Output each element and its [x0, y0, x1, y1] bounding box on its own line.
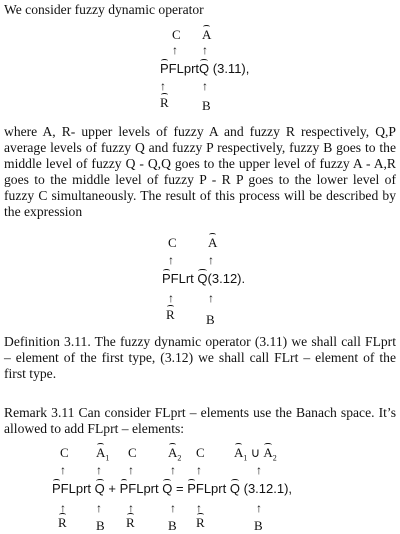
arrow-up-icon: ↑ — [256, 501, 262, 515]
arrow-up-icon: ↑ — [196, 501, 202, 515]
arrow-up-icon: ↑ — [128, 463, 134, 477]
arrow-up-icon: ↑ — [96, 463, 102, 477]
fuzzy-b: B — [254, 518, 263, 533]
union-result: $A_1$ ∪ $A_2$ — [234, 445, 277, 463]
fuzzy-a-upper: A — [202, 27, 212, 42]
fuzzy-a2-upper: $A_2$ — [168, 445, 182, 463]
remark-paragraph: Remark 3.11 Can consider FLprt – elements use the Banach space. It’s allowed to add FLprt – elements: — [4, 405, 396, 436]
fuzzy-r-upper: R — [160, 95, 169, 110]
fuzzy-b: B — [96, 518, 105, 533]
description-paragraph: where A, R- upper levels of fuzzy A and fuzzy R respectively, Q,P average levels of fuzzy Q and fuzzy P respectively, fuzzy B goes to the middle level of fuzzy Q - Q,Q goes to the upper level of fuzzy A - A,R goes to the middle level of fuzzy P - R P goes to the lower level of fuzzy C simultaneously. The result of this process will be described by the expression — [4, 124, 396, 219]
arrow-up-icon: ↑ — [202, 79, 208, 93]
fuzzy-b: B — [206, 312, 215, 327]
arrow-up-icon: ↑ — [208, 253, 214, 267]
fuzzy-c-top: C — [168, 235, 177, 250]
fuzzy-c-top: C — [60, 445, 69, 460]
definition-paragraph: Definition 3.11. The fuzzy dynamic operator (3.11) we shall call FLprt – element of the first type, (3.12) we shall call FLrt – element of the first type. — [4, 334, 396, 381]
fuzzy-c-top: C — [172, 27, 181, 42]
arrow-up-icon: ↑ — [128, 501, 134, 515]
fuzzy-c-top: C — [128, 445, 137, 460]
fuzzy-r-upper: R — [58, 515, 67, 530]
fuzzy-r-upper: R — [196, 515, 205, 530]
arrow-up-icon: ↑ — [60, 463, 66, 477]
operator-expression-3-11: PFLprtQ (3.11), — [160, 61, 250, 76]
fuzzy-a1-upper: $A_1$ — [96, 445, 110, 463]
fuzzy-c-top: C — [196, 445, 205, 460]
arrow-up-icon: ↑ — [256, 463, 262, 477]
arrow-up-icon: ↑ — [196, 463, 202, 477]
arrow-up-icon: ↑ — [208, 291, 214, 305]
intro-paragraph: We consider fuzzy dynamic operator — [4, 2, 204, 17]
arrow-up-icon: ↑ — [170, 463, 176, 477]
arrow-up-icon: ↑ — [202, 43, 208, 57]
fuzzy-r-upper: R — [126, 515, 135, 530]
arrow-up-icon: ↑ — [96, 501, 102, 515]
operator-sum-expression: PFLprt Q + PFLprt Q = PFLprt Q (3.12.1), — [52, 481, 293, 496]
arrow-up-icon: ↑ — [172, 43, 178, 57]
operator-expression-3-12: PFLrt Q(3.12). — [162, 271, 246, 286]
fuzzy-b: B — [168, 518, 177, 533]
arrow-up-icon: ↑ — [170, 501, 176, 515]
arrow-up-icon: ↑ — [160, 79, 166, 93]
fuzzy-b: B — [202, 98, 211, 113]
fuzzy-r-upper: R — [166, 307, 175, 322]
arrow-up-icon: ↑ — [168, 253, 174, 267]
fuzzy-a-upper: A — [208, 235, 218, 250]
arrow-up-icon: ↑ — [168, 291, 174, 305]
arrow-up-icon: ↑ — [60, 501, 66, 515]
